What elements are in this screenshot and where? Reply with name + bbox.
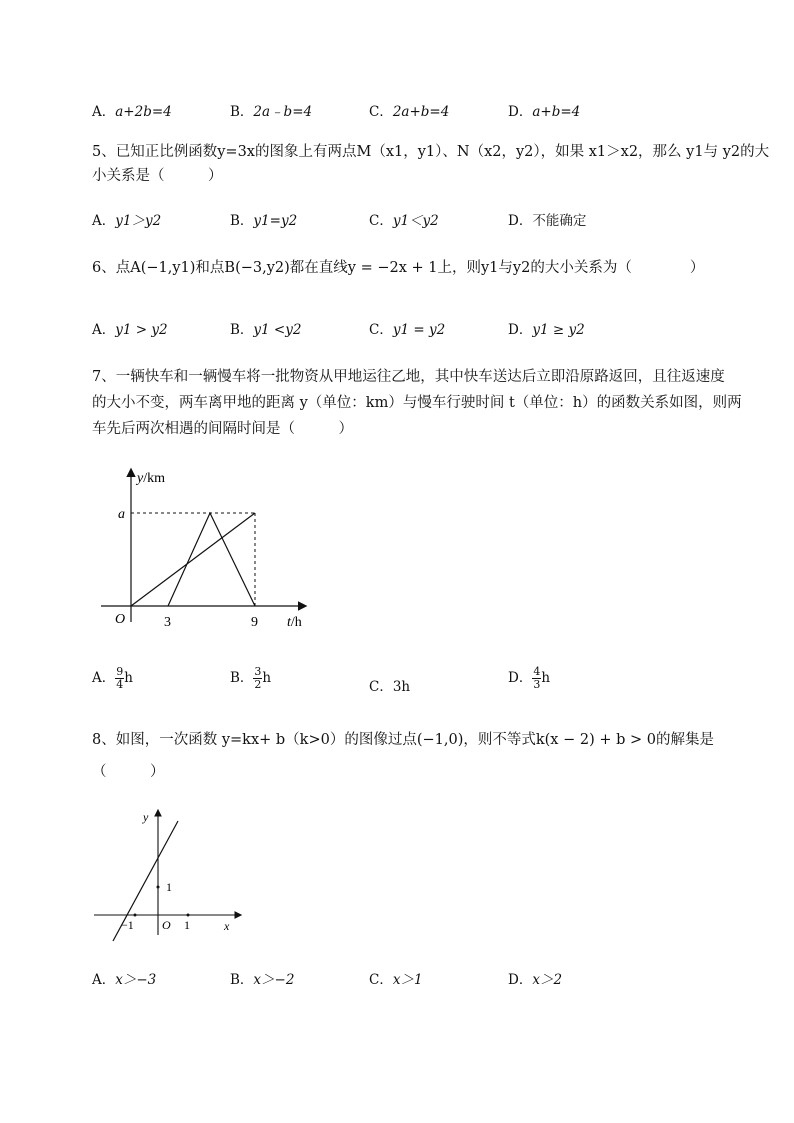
q5-option-d: D．不能确定 bbox=[508, 213, 587, 229]
q7-tick-3: 3 bbox=[164, 615, 171, 630]
q8-point-1x bbox=[187, 914, 190, 917]
q8-line-2: （ ） bbox=[92, 764, 165, 780]
q6-option-a: A．y1 > y2 bbox=[92, 322, 168, 338]
q8-origin-label: O bbox=[162, 918, 171, 932]
q7-tick-9: 9 bbox=[251, 615, 258, 630]
q7-line-2: 的大小不变，两车离甲地的距离 y（单位：km）与慢车行驶时间 t（单位：h）的函数关系如图，则两 bbox=[92, 395, 742, 411]
q7-y-label: y/km bbox=[137, 471, 165, 486]
q6-option-b: B．y1 <y2 bbox=[230, 322, 302, 338]
q4-option-a: A．a+2b=4 bbox=[92, 104, 172, 120]
q5-option-c: C．y1＜y2 bbox=[369, 213, 439, 229]
q6-option-d: D．y1 ≥ y2 bbox=[508, 322, 585, 338]
q6-line-1: 6、点A(−1,y1)和点B(−3,y2)都在直线y = −2x + 1上，则y1与y2的大小关系为（ ） bbox=[92, 260, 705, 276]
q7-option-c: C．3h bbox=[369, 679, 411, 695]
q5-line-2: 小关系是（ ） bbox=[92, 168, 223, 184]
q7-slow-car-line bbox=[131, 513, 255, 606]
q7-origin-label: O bbox=[115, 612, 126, 627]
q7-option-a: A． $\frac{9}{4}$ h bbox=[92, 665, 133, 691]
q8-point-neg1 bbox=[134, 914, 137, 917]
q7-x-label: t/h bbox=[287, 615, 302, 630]
q8-tick-1x: 1 bbox=[184, 918, 190, 932]
q7-option-d: D． $\frac{4}{3}$ h bbox=[508, 665, 551, 691]
q7-option-b: B． $\frac{3}{2}$ h bbox=[230, 665, 272, 691]
q8-option-b: B．x＞−2 bbox=[230, 972, 295, 988]
q8-x-label: x bbox=[224, 919, 230, 933]
q5-option-b: B．y1=y2 bbox=[230, 213, 298, 229]
q8-option-a: A．x＞−3 bbox=[92, 972, 157, 988]
q7-fast-car-line bbox=[168, 513, 255, 606]
q4-option-d: D．a+b=4 bbox=[508, 104, 581, 120]
q5-line-1: 5、已知正比例函数y=3x的图象上有两点M（x1，y1）、N（x2，y2），如果 x1＞x2，那么 y1与 y2的大 bbox=[92, 144, 770, 160]
q8-tick-1y: 1 bbox=[166, 880, 172, 894]
q8-option-c: C．x＞1 bbox=[369, 972, 423, 988]
q5-option-a: A．y1＞y2 bbox=[92, 213, 162, 229]
q7-distance-time-graph bbox=[95, 462, 315, 637]
q8-point-1y bbox=[157, 886, 160, 889]
q7-a-label: a bbox=[118, 507, 125, 522]
q8-option-d: D．x＞2 bbox=[508, 972, 563, 988]
q4-option-b: B．2a﹣b=4 bbox=[230, 104, 313, 120]
q8-tick-neg1: −1 bbox=[121, 918, 134, 932]
q8-line-1: 8、如图，一次函数 y=kx+ b（k>0）的图像过点(−1,0)，则不等式k(x − 2) + b > 0的解集是 bbox=[92, 732, 714, 748]
q7-line-1: 7、一辆快车和一辆慢车将一批物资从甲地运往乙地，其中快车送达后立即沿原路返回，且往返速度 bbox=[92, 369, 725, 385]
q7-line-3: 车先后两次相遇的间隔时间是（ ） bbox=[92, 421, 353, 437]
q8-linear-function-graph bbox=[90, 805, 250, 945]
q6-option-c: C．y1 = y2 bbox=[369, 322, 446, 338]
q4-option-c: C．2a+b=4 bbox=[369, 104, 450, 120]
q8-y-label: y bbox=[143, 810, 149, 824]
